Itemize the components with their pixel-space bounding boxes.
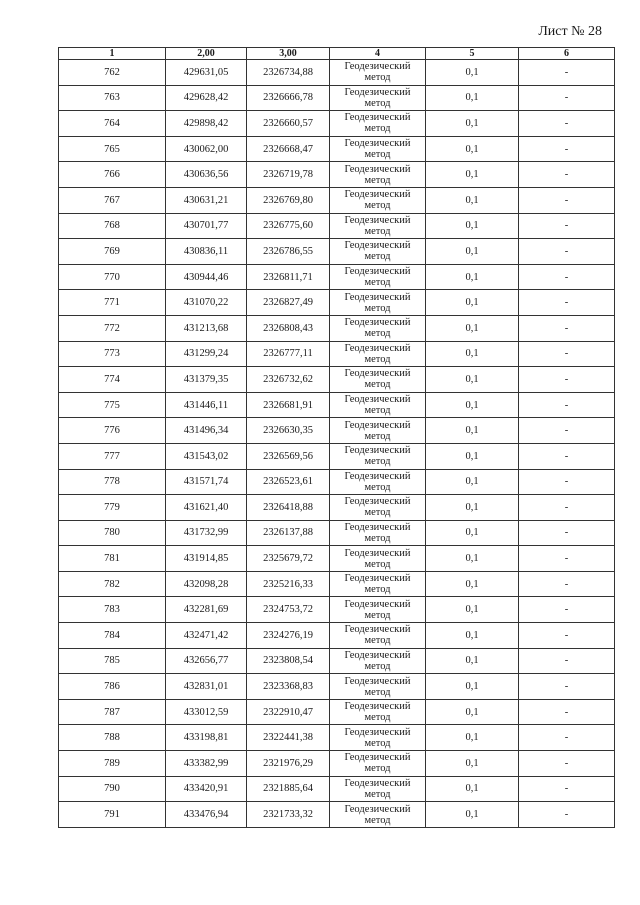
coordinates-table	[58, 47, 615, 828]
description-cell: -	[519, 290, 615, 316]
table-row	[59, 418, 615, 444]
description-cell: -	[519, 187, 615, 213]
method-line-1: Геодезический	[344, 521, 411, 533]
point-number-cell: 762	[59, 60, 166, 86]
method-line-2: метод	[364, 532, 391, 544]
method-cell	[330, 162, 426, 188]
y-coordinate-cell: 2323368,83	[247, 674, 330, 700]
method-line-1: Геодезический	[344, 112, 411, 124]
method-line-2: метод	[364, 123, 391, 135]
x-coordinate-cell: 431914,85	[166, 546, 247, 572]
accuracy-cell: 0,1	[426, 60, 519, 86]
description-cell: -	[519, 392, 615, 418]
y-coordinate-cell: 2326137,88	[247, 520, 330, 546]
point-number-cell: 790	[59, 776, 166, 802]
col-header-5: 5	[426, 48, 519, 60]
point-number-cell: 766	[59, 162, 166, 188]
method-line-2: метод	[364, 481, 391, 493]
method-cell	[330, 367, 426, 393]
accuracy-cell: 0,1	[426, 443, 519, 469]
description-cell: -	[519, 443, 615, 469]
col-header-2: 2,00	[166, 48, 247, 60]
method-line-2: метод	[364, 712, 391, 724]
x-coordinate-cell: 430836,11	[166, 239, 247, 265]
method-cell	[330, 776, 426, 802]
y-coordinate-cell: 2324276,19	[247, 623, 330, 649]
x-coordinate-cell: 431379,35	[166, 367, 247, 393]
method-line-1: Геодезический	[344, 86, 411, 98]
method-cell	[330, 264, 426, 290]
x-coordinate-cell: 431621,40	[166, 495, 247, 521]
x-coordinate-cell: 432831,01	[166, 674, 247, 700]
method-line-1: Геодезический	[344, 547, 411, 559]
accuracy-cell: 0,1	[426, 341, 519, 367]
x-coordinate-cell: 430944,46	[166, 264, 247, 290]
method-line-2: метод	[364, 558, 391, 570]
description-cell: -	[519, 162, 615, 188]
point-number-cell: 791	[59, 802, 166, 828]
point-number-cell: 777	[59, 443, 166, 469]
description-cell: -	[519, 60, 615, 86]
description-cell: -	[519, 111, 615, 137]
method-cell	[330, 495, 426, 521]
description-cell: -	[519, 699, 615, 725]
method-line-1: Геодезический	[344, 266, 411, 278]
description-cell: -	[519, 546, 615, 572]
y-coordinate-cell: 2325216,33	[247, 571, 330, 597]
method-line-1: Геодезический	[344, 368, 411, 380]
y-coordinate-cell: 2326681,91	[247, 392, 330, 418]
method-line-1: Геодезический	[344, 496, 411, 508]
table-row	[59, 623, 615, 649]
accuracy-cell: 0,1	[426, 571, 519, 597]
y-coordinate-cell: 2326630,35	[247, 418, 330, 444]
point-number-cell: 776	[59, 418, 166, 444]
method-line-1: Геодезический	[344, 726, 411, 738]
point-number-cell: 780	[59, 520, 166, 546]
table-row	[59, 290, 615, 316]
accuracy-cell: 0,1	[426, 495, 519, 521]
y-coordinate-cell: 2326734,88	[247, 60, 330, 86]
point-number-cell: 772	[59, 315, 166, 341]
y-coordinate-cell: 2325679,72	[247, 546, 330, 572]
method-cell	[330, 571, 426, 597]
table-row	[59, 469, 615, 495]
col-header-3: 3,00	[247, 48, 330, 60]
x-coordinate-cell: 430062,00	[166, 136, 247, 162]
method-line-1: Геодезический	[344, 675, 411, 687]
point-number-cell: 770	[59, 264, 166, 290]
method-line-2: метод	[364, 609, 391, 621]
point-number-cell: 778	[59, 469, 166, 495]
y-coordinate-cell: 2324753,72	[247, 597, 330, 623]
accuracy-cell: 0,1	[426, 111, 519, 137]
x-coordinate-cell: 432471,42	[166, 623, 247, 649]
method-line-1: Геодезический	[344, 138, 411, 150]
table-row	[59, 495, 615, 521]
accuracy-cell: 0,1	[426, 802, 519, 828]
method-line-2: метод	[364, 635, 391, 647]
method-line-2: метод	[364, 302, 391, 314]
x-coordinate-cell: 432656,77	[166, 648, 247, 674]
method-cell	[330, 392, 426, 418]
accuracy-cell: 0,1	[426, 187, 519, 213]
method-line-2: метод	[364, 97, 391, 109]
x-coordinate-cell: 431446,11	[166, 392, 247, 418]
y-coordinate-cell: 2326660,57	[247, 111, 330, 137]
method-line-2: метод	[364, 353, 391, 365]
point-number-cell: 782	[59, 571, 166, 597]
x-coordinate-cell: 429628,42	[166, 85, 247, 111]
table-row	[59, 725, 615, 751]
method-line-1: Геодезический	[344, 598, 411, 610]
y-coordinate-cell: 2326769,80	[247, 187, 330, 213]
method-cell	[330, 290, 426, 316]
method-cell	[330, 725, 426, 751]
description-cell: -	[519, 469, 615, 495]
y-coordinate-cell: 2323808,54	[247, 648, 330, 674]
method-cell	[330, 111, 426, 137]
accuracy-cell: 0,1	[426, 776, 519, 802]
table-row	[59, 136, 615, 162]
x-coordinate-cell: 431299,24	[166, 341, 247, 367]
description-cell: -	[519, 367, 615, 393]
method-line-2: метод	[364, 200, 391, 212]
method-line-2: метод	[364, 405, 391, 417]
col-header-6: 6	[519, 48, 615, 60]
method-line-2: метод	[364, 225, 391, 237]
table-row	[59, 597, 615, 623]
description-cell: -	[519, 341, 615, 367]
point-number-cell: 786	[59, 674, 166, 700]
table-row	[59, 571, 615, 597]
x-coordinate-cell: 431496,34	[166, 418, 247, 444]
table-header	[59, 48, 615, 60]
description-cell: -	[519, 213, 615, 239]
accuracy-cell: 0,1	[426, 725, 519, 751]
method-line-2: метод	[364, 763, 391, 775]
description-cell: -	[519, 495, 615, 521]
method-line-2: метод	[364, 149, 391, 161]
method-line-2: метод	[364, 584, 391, 596]
table-row	[59, 546, 615, 572]
point-number-cell: 764	[59, 111, 166, 137]
x-coordinate-cell: 429898,42	[166, 111, 247, 137]
method-line-1: Геодезический	[344, 573, 411, 585]
y-coordinate-cell: 2326786,55	[247, 239, 330, 265]
point-number-cell: 765	[59, 136, 166, 162]
point-number-cell: 774	[59, 367, 166, 393]
method-line-1: Геодезический	[344, 649, 411, 661]
table-row	[59, 520, 615, 546]
point-number-cell: 787	[59, 699, 166, 725]
description-cell: -	[519, 85, 615, 111]
y-coordinate-cell: 2326523,61	[247, 469, 330, 495]
point-number-cell: 775	[59, 392, 166, 418]
point-number-cell: 768	[59, 213, 166, 239]
sheet-number-label: Лист № 28	[538, 24, 602, 39]
accuracy-cell: 0,1	[426, 85, 519, 111]
table-row	[59, 776, 615, 802]
y-coordinate-cell: 2326719,78	[247, 162, 330, 188]
point-number-cell: 769	[59, 239, 166, 265]
table-row	[59, 648, 615, 674]
method-line-1: Геодезический	[344, 701, 411, 713]
method-line-1: Геодезический	[344, 470, 411, 482]
accuracy-cell: 0,1	[426, 290, 519, 316]
x-coordinate-cell: 431213,68	[166, 315, 247, 341]
method-line-2: метод	[364, 379, 391, 391]
method-line-2: метод	[364, 251, 391, 263]
method-cell	[330, 546, 426, 572]
accuracy-cell: 0,1	[426, 623, 519, 649]
x-coordinate-cell: 430701,77	[166, 213, 247, 239]
table-row	[59, 751, 615, 777]
method-line-2: метод	[364, 430, 391, 442]
point-number-cell: 773	[59, 341, 166, 367]
description-cell: -	[519, 597, 615, 623]
x-coordinate-cell: 429631,05	[166, 60, 247, 86]
accuracy-cell: 0,1	[426, 699, 519, 725]
description-cell: -	[519, 674, 615, 700]
method-line-1: Геодезический	[344, 803, 411, 815]
table-row	[59, 392, 615, 418]
y-coordinate-cell: 2326732,62	[247, 367, 330, 393]
description-cell: -	[519, 136, 615, 162]
method-cell	[330, 418, 426, 444]
y-coordinate-cell: 2326569,56	[247, 443, 330, 469]
method-line-2: метод	[364, 277, 391, 289]
x-coordinate-cell: 431543,02	[166, 443, 247, 469]
method-cell	[330, 60, 426, 86]
point-number-cell: 785	[59, 648, 166, 674]
method-cell	[330, 136, 426, 162]
method-cell	[330, 187, 426, 213]
point-number-cell: 781	[59, 546, 166, 572]
table-row	[59, 674, 615, 700]
accuracy-cell: 0,1	[426, 213, 519, 239]
method-line-1: Геодезический	[344, 394, 411, 406]
accuracy-cell: 0,1	[426, 597, 519, 623]
method-line-1: Геодезический	[344, 419, 411, 431]
method-cell	[330, 699, 426, 725]
table-row	[59, 367, 615, 393]
method-cell	[330, 469, 426, 495]
method-cell	[330, 341, 426, 367]
accuracy-cell: 0,1	[426, 367, 519, 393]
y-coordinate-cell: 2326418,88	[247, 495, 330, 521]
table-row	[59, 443, 615, 469]
description-cell: -	[519, 776, 615, 802]
description-cell: -	[519, 239, 615, 265]
method-cell	[330, 751, 426, 777]
table-row	[59, 802, 615, 828]
point-number-cell: 779	[59, 495, 166, 521]
accuracy-cell: 0,1	[426, 648, 519, 674]
accuracy-cell: 0,1	[426, 418, 519, 444]
point-number-cell: 784	[59, 623, 166, 649]
description-cell: -	[519, 648, 615, 674]
y-coordinate-cell: 2326666,78	[247, 85, 330, 111]
method-line-1: Геодезический	[344, 777, 411, 789]
table-row	[59, 187, 615, 213]
description-cell: -	[519, 802, 615, 828]
accuracy-cell: 0,1	[426, 136, 519, 162]
y-coordinate-cell: 2322910,47	[247, 699, 330, 725]
description-cell: -	[519, 725, 615, 751]
accuracy-cell: 0,1	[426, 469, 519, 495]
method-line-1: Геодезический	[344, 61, 411, 73]
table-row	[59, 239, 615, 265]
method-cell	[330, 623, 426, 649]
y-coordinate-cell: 2322441,38	[247, 725, 330, 751]
col-header-1: 1	[59, 48, 166, 60]
accuracy-cell: 0,1	[426, 264, 519, 290]
x-coordinate-cell: 431070,22	[166, 290, 247, 316]
x-coordinate-cell: 432281,69	[166, 597, 247, 623]
method-cell	[330, 520, 426, 546]
method-line-1: Геодезический	[344, 214, 411, 226]
x-coordinate-cell: 433476,94	[166, 802, 247, 828]
x-coordinate-cell: 433198,81	[166, 725, 247, 751]
point-number-cell: 763	[59, 85, 166, 111]
x-coordinate-cell: 430636,56	[166, 162, 247, 188]
method-line-1: Геодезический	[344, 317, 411, 329]
method-line-2: метод	[364, 507, 391, 519]
accuracy-cell: 0,1	[426, 162, 519, 188]
table-row	[59, 341, 615, 367]
point-number-cell: 771	[59, 290, 166, 316]
method-line-1: Геодезический	[344, 342, 411, 354]
y-coordinate-cell: 2326827,49	[247, 290, 330, 316]
description-cell: -	[519, 571, 615, 597]
method-line-1: Геодезический	[344, 189, 411, 201]
method-line-1: Геодезический	[344, 445, 411, 457]
table-row	[59, 699, 615, 725]
table-row	[59, 264, 615, 290]
method-line-2: метод	[364, 456, 391, 468]
table-row	[59, 85, 615, 111]
accuracy-cell: 0,1	[426, 751, 519, 777]
description-cell: -	[519, 418, 615, 444]
table-row	[59, 111, 615, 137]
method-line-2: метод	[364, 788, 391, 800]
accuracy-cell: 0,1	[426, 392, 519, 418]
table-row	[59, 162, 615, 188]
method-line-1: Геодезический	[344, 163, 411, 175]
accuracy-cell: 0,1	[426, 546, 519, 572]
y-coordinate-cell: 2326775,60	[247, 213, 330, 239]
table-row	[59, 213, 615, 239]
accuracy-cell: 0,1	[426, 520, 519, 546]
accuracy-cell: 0,1	[426, 315, 519, 341]
method-line-2: метод	[364, 814, 391, 826]
y-coordinate-cell: 2326668,47	[247, 136, 330, 162]
y-coordinate-cell: 2321733,32	[247, 802, 330, 828]
x-coordinate-cell: 432098,28	[166, 571, 247, 597]
header-row	[59, 48, 615, 60]
method-cell	[330, 648, 426, 674]
method-line-2: метод	[364, 328, 391, 340]
method-cell	[330, 597, 426, 623]
method-line-1: Геодезический	[344, 752, 411, 764]
x-coordinate-cell: 433382,99	[166, 751, 247, 777]
description-cell: -	[519, 315, 615, 341]
method-line-1: Геодезический	[344, 291, 411, 303]
x-coordinate-cell: 431571,74	[166, 469, 247, 495]
method-cell	[330, 802, 426, 828]
table-row	[59, 60, 615, 86]
method-line-2: метод	[364, 686, 391, 698]
col-header-4: 4	[330, 48, 426, 60]
y-coordinate-cell: 2321885,64	[247, 776, 330, 802]
point-number-cell: 767	[59, 187, 166, 213]
y-coordinate-cell: 2321976,29	[247, 751, 330, 777]
description-cell: -	[519, 264, 615, 290]
table-body	[59, 60, 615, 828]
method-cell	[330, 315, 426, 341]
accuracy-cell: 0,1	[426, 239, 519, 265]
method-cell	[330, 239, 426, 265]
x-coordinate-cell: 433012,59	[166, 699, 247, 725]
y-coordinate-cell: 2326811,71	[247, 264, 330, 290]
y-coordinate-cell: 2326777,11	[247, 341, 330, 367]
point-number-cell: 789	[59, 751, 166, 777]
x-coordinate-cell: 430631,21	[166, 187, 247, 213]
table-row	[59, 315, 615, 341]
x-coordinate-cell: 433420,91	[166, 776, 247, 802]
point-number-cell: 783	[59, 597, 166, 623]
y-coordinate-cell: 2326808,43	[247, 315, 330, 341]
description-cell: -	[519, 751, 615, 777]
description-cell: -	[519, 520, 615, 546]
method-line-2: метод	[364, 660, 391, 672]
method-line-2: метод	[364, 72, 391, 84]
accuracy-cell: 0,1	[426, 674, 519, 700]
method-cell	[330, 85, 426, 111]
method-cell	[330, 213, 426, 239]
method-line-1: Геодезический	[344, 624, 411, 636]
description-cell: -	[519, 623, 615, 649]
method-cell	[330, 674, 426, 700]
method-cell	[330, 443, 426, 469]
method-line-1: Геодезический	[344, 240, 411, 252]
method-line-2: метод	[364, 737, 391, 749]
point-number-cell: 788	[59, 725, 166, 751]
method-line-2: метод	[364, 174, 391, 186]
x-coordinate-cell: 431732,99	[166, 520, 247, 546]
